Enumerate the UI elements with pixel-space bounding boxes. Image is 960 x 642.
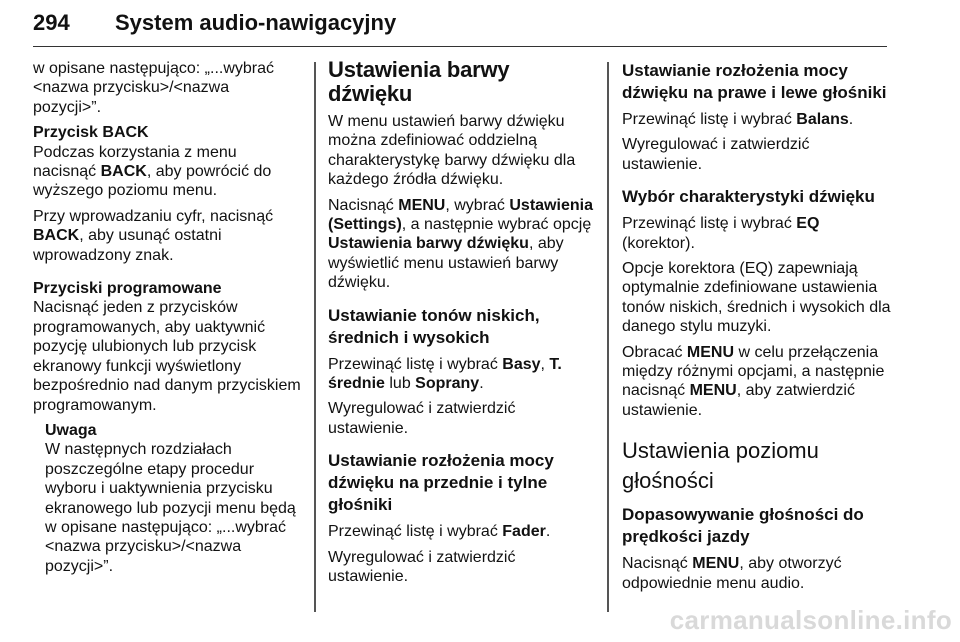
bass-paragraph-1: Przewinąć listę i wybrać Basy, T. średnie lub Soprany. bbox=[328, 355, 562, 393]
fader-paragraph-1: Przewinąć listę i wybrać Fader. bbox=[328, 523, 551, 541]
back-paragraph-2: Przy wprowadzaniu cyfr, nacisnąć BACK, aby usunąć ostatni wprowadzony znak. bbox=[33, 207, 274, 264]
column-3 bbox=[622, 60, 892, 599]
balance-paragraph-2: Wyregulować i zatwierdzić ustawienie. bbox=[622, 136, 810, 173]
page-header bbox=[33, 8, 887, 47]
column-divider-1 bbox=[314, 62, 316, 612]
heading-fader: Ustawianie rozłożenia mocy dźwięku na przednie i tylne głośniki bbox=[328, 451, 554, 515]
page-title: System audio-nawigacyjny bbox=[115, 10, 397, 35]
note-box bbox=[45, 421, 301, 576]
eq-paragraph-2: Opcje korektora (EQ) zapewniają optymalnie zdefiniowane ustawienia tonów niskich, średnich i wysokich dla danego stylu muzyki. bbox=[622, 260, 891, 336]
tone-paragraph-1: W menu ustawień barwy dźwięku można zdefiniować oddzielną charakterystykę barwy dźwięku dla każdego źródła dźwięku. bbox=[328, 113, 576, 189]
favourite-buttons-paragraph: Nacisnąć jeden z przycisków programowanych, aby uaktywnić pozycję ulubionych lub przycisk ekranowy funkcji wyświetlony bezpośrednio nad danym przyciskiem programowanym. bbox=[33, 299, 301, 414]
note-title: Uwaga bbox=[45, 421, 97, 439]
tone-paragraph-2: Nacisnąć MENU, wybrać Ustawienia (Settings), a następnie wybrać opcję Ustawienia barwy dźwięku, aby wyświetlić menu ustawień barwy dźwięku. bbox=[328, 196, 593, 292]
back-button-title: Przycisk BACK bbox=[33, 124, 149, 142]
fader-paragraph-2: Wyregulować i zatwierdzić ustawienie. bbox=[328, 548, 516, 586]
watermark: carmanualsonline.info bbox=[669, 605, 952, 635]
heading-speed-volume: Dopasowywanie głośności do prędkości jazdy bbox=[622, 505, 864, 547]
bass-paragraph-2: Wyregulować i zatwierdzić ustawienie. bbox=[328, 400, 516, 437]
eq-paragraph-3: Obracać MENU w celu przełączenia między różnymi opcjami, a następnie nacisnąć MENU, aby zatwierdzić ustawienie. bbox=[622, 343, 885, 419]
column-divider-2 bbox=[607, 62, 609, 612]
heading-equalizer: Wybór charakterystyki dźwięku bbox=[622, 187, 875, 207]
heading-tone-settings: Ustawienia barwy dźwięku bbox=[328, 57, 510, 106]
favourite-buttons-title: Przyciski programowane bbox=[33, 280, 222, 298]
continued-paragraph: w opisane następująco: „...wybrać <nazwa przycisku>/<nazwa pozycji>”. bbox=[33, 60, 275, 116]
note-text: W następnych rozdziałach poszczególne etapy procedur wyboru i uaktywnienia przycisku ekranowego lub pozycji menu będą w opisane następująco: „...wybrać <nazwa przycisku>/<nazwa pozycji>”. bbox=[45, 441, 296, 575]
balance-paragraph-1: Przewinąć listę i wybrać Balans. bbox=[622, 111, 854, 128]
back-paragraph-1: Podczas korzystania z menu nacisnąć BACK, aby powrócić do wyższego poziomu menu. bbox=[33, 143, 272, 200]
speed-paragraph: Nacisnąć MENU, aby otworzyć odpowiednie menu audio. bbox=[622, 555, 842, 592]
heading-balance: Ustawianie rozłożenia mocy dźwięku na prawe i lewe głośniki bbox=[622, 61, 887, 102]
eq-paragraph-1: Przewinąć listę i wybrać EQ (korektor). bbox=[622, 215, 820, 252]
heading-volume-settings: Ustawienia poziomu głośności bbox=[622, 438, 819, 494]
column-2 bbox=[328, 57, 598, 593]
page-number: 294 bbox=[33, 10, 70, 35]
heading-bass-mid-treble: Ustawianie tonów niskich, średnich i wysokich bbox=[328, 305, 540, 347]
column-1 bbox=[33, 60, 301, 582]
